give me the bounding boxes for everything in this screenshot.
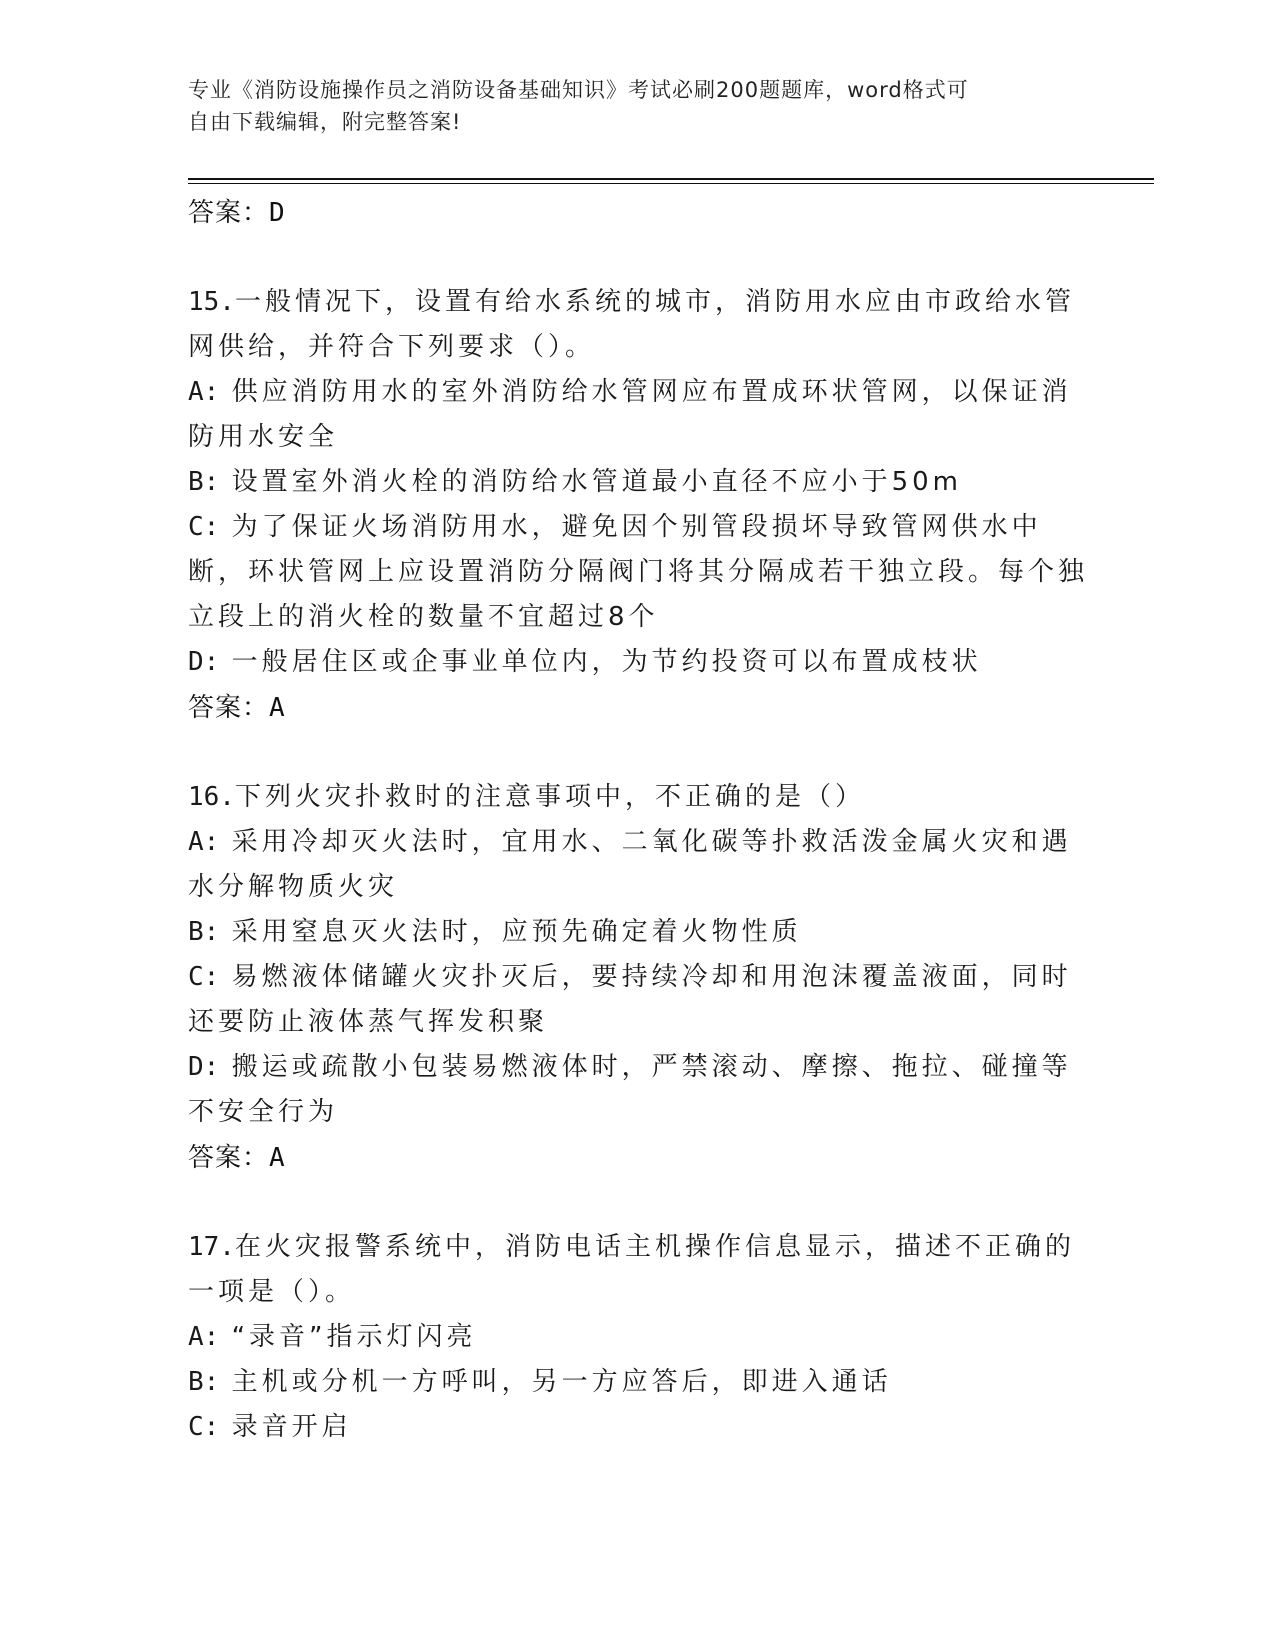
option-text: 设置室外消火栓的消防给水管道最小直径不应小于50m — [231, 467, 962, 497]
header-line-2: 自由下载编辑，附完整答案! — [188, 110, 462, 134]
option-text: 搬运或疏散小包装易燃液体时，严禁滚动、摩擦、拖拉、碰撞等不安全行为 — [188, 1052, 1072, 1127]
answer-value: A — [269, 1143, 286, 1173]
document-body — [188, 190, 1088, 1450]
question-text: 下列火灾扑救时的注意事项中，不正确的是（） — [234, 782, 865, 812]
answer-label: 答案： — [188, 1143, 270, 1173]
option-tag: D: — [188, 1052, 220, 1082]
answer-value: A — [269, 693, 286, 723]
answer-line — [188, 190, 1088, 236]
option-tag: B: — [188, 467, 220, 497]
answer-value: D — [269, 198, 286, 228]
question-17 — [188, 1225, 1088, 1450]
option-text: 为了保证火场消防用水，避免因个别管段损坏导致管网供水中断，环状管网上应设置消防分隔阀门将其分隔成若干独立段。每个独立段上的消火栓的数量不宜超过8个 — [188, 512, 1089, 632]
option-tag: C: — [188, 962, 220, 992]
answer-label: 答案： — [188, 693, 270, 723]
option-d — [188, 1045, 1088, 1135]
option-text: 主机或分机一方呼叫，另一方应答后，即进入通话 — [231, 1367, 892, 1397]
option-c — [188, 1405, 1088, 1450]
answer-line — [188, 1135, 1088, 1181]
option-tag: A: — [188, 377, 220, 407]
answer-label: 答案： — [188, 198, 270, 228]
question-15 — [188, 280, 1088, 731]
option-text: 一般居住区或企事业单位内，为节约投资可以布置成枝状 — [231, 647, 982, 677]
answer-line — [188, 685, 1088, 731]
option-a — [188, 370, 1088, 460]
option-c — [188, 505, 1088, 640]
header-rule-thick — [188, 178, 1154, 180]
option-c — [188, 955, 1088, 1045]
option-a — [188, 820, 1088, 910]
option-tag: D: — [188, 647, 220, 677]
document-header — [188, 74, 1068, 138]
option-tag: A: — [188, 1322, 220, 1352]
option-text: 供应消防用水的室外消防给水管网应布置成环状管网，以保证消防用水安全 — [188, 377, 1072, 452]
option-tag: C: — [188, 1412, 220, 1442]
option-text: 易燃液体储罐火灾扑灭后，要持续冷却和用泡沫覆盖液面，同时还要防止液体蒸气挥发积聚 — [188, 962, 1072, 1037]
option-text: “录音”指示灯闪亮 — [231, 1322, 477, 1352]
header-line-1: 专业《消防设施操作员之消防设备基础知识》考试必刷200题题库，word格式可 — [188, 78, 969, 102]
option-b — [188, 460, 1088, 505]
option-d — [188, 640, 1088, 685]
question-number: 16. — [188, 782, 235, 812]
question-text: 一般情况下，设置有给水系统的城市，消防用水应由市政给水管网供给，并符合下列要求（）。 — [188, 287, 1075, 362]
question-stem — [188, 775, 1088, 820]
header-rule-thin — [188, 183, 1154, 184]
option-tag: B: — [188, 917, 220, 947]
question-16 — [188, 775, 1088, 1181]
question-number: 17. — [188, 1232, 235, 1262]
question-stem — [188, 1225, 1088, 1315]
option-text: 录音开启 — [231, 1412, 352, 1442]
option-tag: C: — [188, 512, 220, 542]
question-number: 15. — [188, 287, 235, 317]
option-tag: A: — [188, 827, 220, 857]
option-b — [188, 1360, 1088, 1405]
option-text: 采用冷却灭火法时，宜用水、二氧化碳等扑救活泼金属火灾和遇水分解物质火灾 — [188, 827, 1072, 902]
option-tag: B: — [188, 1367, 220, 1397]
option-b — [188, 910, 1088, 955]
option-text: 采用窒息灭火法时，应预先确定着火物性质 — [231, 917, 802, 947]
question-text: 在火灾报警系统中，消防电话主机操作信息显示，描述不正确的一项是（）。 — [188, 1232, 1075, 1307]
question-stem — [188, 280, 1088, 370]
option-a — [188, 1315, 1088, 1360]
